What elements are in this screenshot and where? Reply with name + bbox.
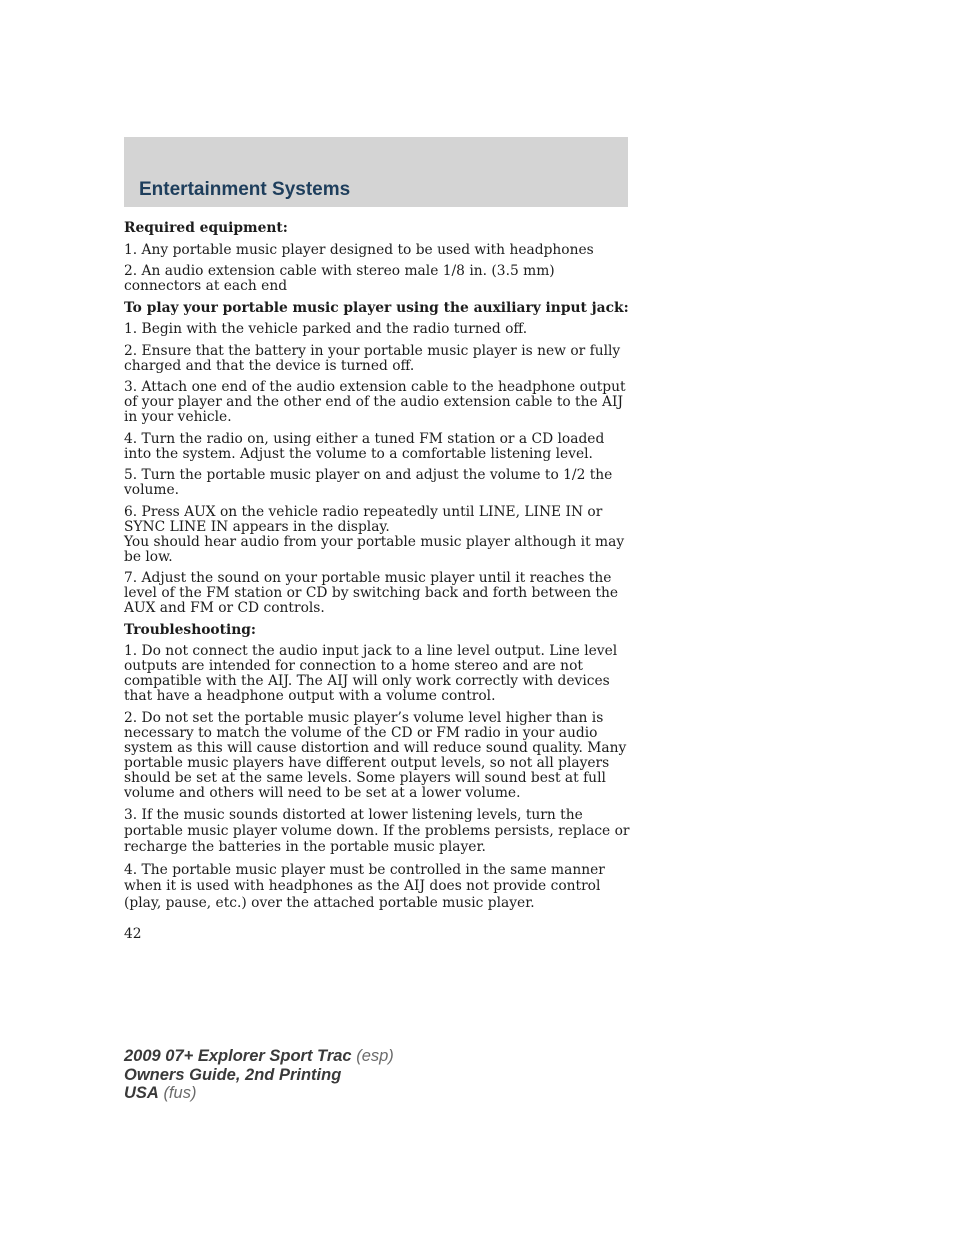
troubleshooting-3: 3. If the music sounds distorted at lower listening levels, turn the portable music player volume down. If the problems persists, replace or recharge the batteries in the portable music player. — [124, 807, 630, 855]
troubleshooting-2: 2. Do not set the portable music player’s volume level higher than is necessary to match the volume of the CD or FM radio in your audio system as this will cause distortion and will reduce sound quality. Many portable music players have different output levels, so not all players should be set at the same levels. Some players will sound best at full volume and others will need to be set at a lower volume. — [124, 709, 627, 801]
footer-market-code: (fus) — [163, 1084, 197, 1102]
step-5: 5. Turn the portable music player on and adjust the volume to 1/2 the volume. — [124, 467, 613, 498]
footer-printing: Owners Guide, 2nd Printing — [124, 1065, 342, 1084]
page-content — [124, 221, 630, 918]
step-4: 4. Turn the radio on, using either a tuned FM station or a CD loaded into the system. Adjust the volume to a comfortable listening level. — [124, 430, 605, 462]
footer-line-2 — [124, 1066, 394, 1085]
footer-publication-info — [124, 1047, 394, 1103]
footer-market: USA — [124, 1084, 159, 1102]
footer-vehicle-model: 2009 07+ Explorer Sport Trac — [124, 1047, 352, 1065]
step-6: 6. Press AUX on the vehicle radio repeatedly until LINE, LINE IN or SYNC LINE IN appears in the display. — [124, 503, 603, 535]
footer-line-3 — [124, 1084, 394, 1103]
step-3: 3. Attach one end of the audio extension cable to the headphone output of your player and the other end of the audio extension cable to the AIJ in your vehicle. — [124, 379, 626, 425]
step-6-note: You should hear audio from your portable music player although it may be low. — [124, 533, 625, 565]
step-2: 2. Ensure that the battery in your portable music player is new or fully charged and that the device is turned off. — [124, 342, 621, 374]
troubleshooting-heading: Troubleshooting: — [124, 621, 257, 638]
required-equipment-heading: Required equipment: — [124, 220, 288, 236]
page-number: 42 — [124, 926, 142, 942]
troubleshooting-4: 4. The portable music player must be controlled in the same manner when it is used with headphones as the AIJ does not provide control (play, pause, etc.) over the attached portable music player. — [124, 861, 605, 911]
footer-line-1 — [124, 1047, 394, 1066]
required-item-1: 1. Any portable music player designed to be used with headphones — [124, 241, 594, 258]
play-instructions-heading: To play your portable music player using the auxiliary input jack: — [124, 299, 629, 316]
section-title: Entertainment Systems — [139, 179, 351, 200]
step-7: 7. Adjust the sound on your portable music player until it reaches the level of the FM station or CD by switching back and forth between the AUX and FM or CD controls. — [124, 570, 619, 616]
step-1: 1. Begin with the vehicle parked and the radio turned off. — [124, 321, 528, 337]
troubleshooting-1: 1. Do not connect the audio input jack to a line level output. Line level outputs are intended for connection to a home stereo and are not compatible with the AIJ. The AIJ will only work correctly with devices that have a headphone output with a volume control. — [124, 643, 618, 704]
section-header-band — [124, 137, 628, 207]
required-item-2: 2. An audio extension cable with stereo male 1/8 in. (3.5 mm) connectors at each end — [124, 263, 555, 294]
footer-vehicle-code: (esp) — [356, 1047, 394, 1065]
